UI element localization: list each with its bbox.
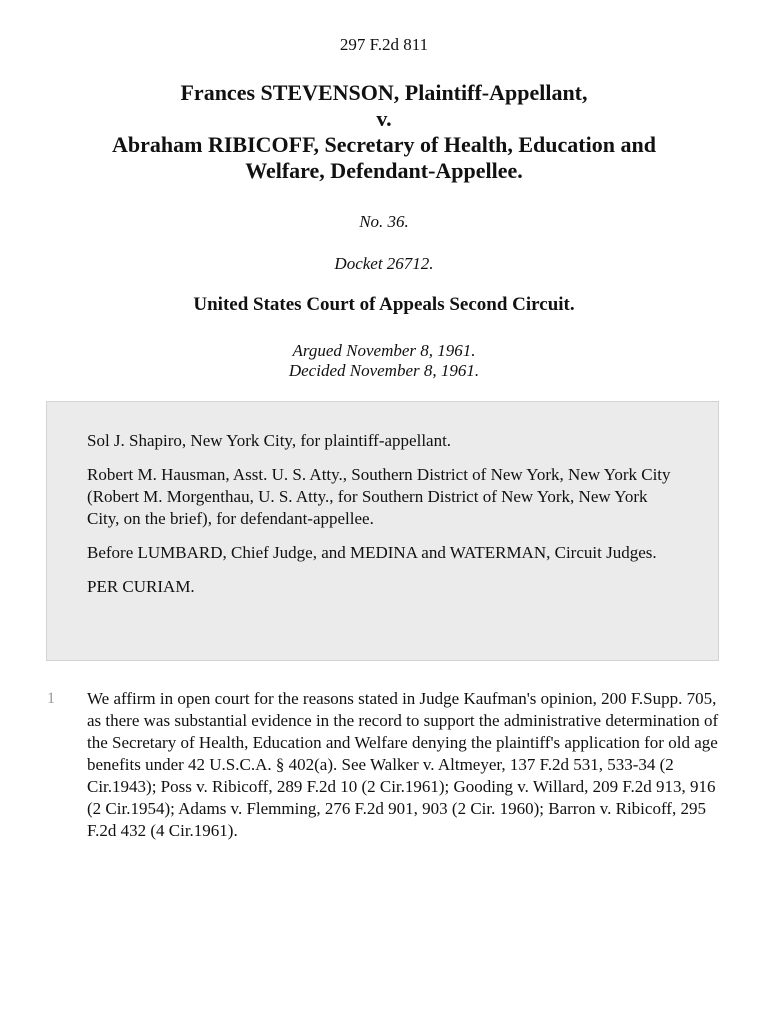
per-curiam-label: PER CURIAM. — [87, 577, 195, 596]
case-number: No. 36. — [359, 212, 409, 231]
plaintiff-line: Frances STEVENSON, Plaintiff-Appellant, — [180, 80, 588, 105]
court-name: United States Court of Appeals Second Circuit. — [193, 294, 575, 315]
docket-number: Docket 26712. — [334, 254, 434, 273]
counsel-panel — [46, 401, 719, 661]
bench-listing: Before LUMBARD, Chief Judge, and MEDINA and WATERMAN, Circuit Judges. — [87, 543, 657, 562]
case-caption — [40, 80, 728, 184]
defendant-line-2: Welfare, Defendant-Appellee. — [245, 158, 523, 183]
appellee-counsel: Robert M. Hausman, Asst. U. S. Atty., Southern District of New York, New York City (Robert M. Morgenthau, U. S. Atty., for Southern District of New York, New York City, on the brief), for defendant-appellee. — [87, 465, 671, 528]
defendant-line-1: Abraham RIBICOFF, Secretary of Health, Education and — [112, 132, 656, 157]
reporter-citation: 297 F.2d 811 — [339, 35, 429, 54]
argued-date: Argued November 8, 1961. — [292, 341, 476, 360]
decided-date: Decided November 8, 1961. — [288, 361, 480, 380]
paragraph-number: 1 — [47, 690, 55, 707]
versus-line: v. — [376, 106, 392, 131]
opinion-paragraph: We affirm in open court for the reasons stated in Judge Kaufman's opinion, 200 F.Supp. 705, as there was substantial evidence in the record to support the administrative determination of the Secretary of Health, Education and Welfare denying the plaintiff's application for old age benefits under 42 U.S.C.A. § 402(a). See Walker v. Altmeyer, 137 F.2d 531, 533-34 (2 Cir.1943); Poss v. Ribicoff, 289 F.2d 10 (2 Cir.1961); Gooding v. Willard, 209 F.2d 913, 916 (2 Cir.1954); Adams v. Flemming, 276 F.2d 901, 903 (2 Cir. 1960); Barron v. Ribicoff, 295 F.2d 432 (4 Cir.1961). — [87, 689, 719, 840]
appellant-counsel: Sol J. Shapiro, New York City, for plaintiff-appellant. — [87, 431, 452, 450]
